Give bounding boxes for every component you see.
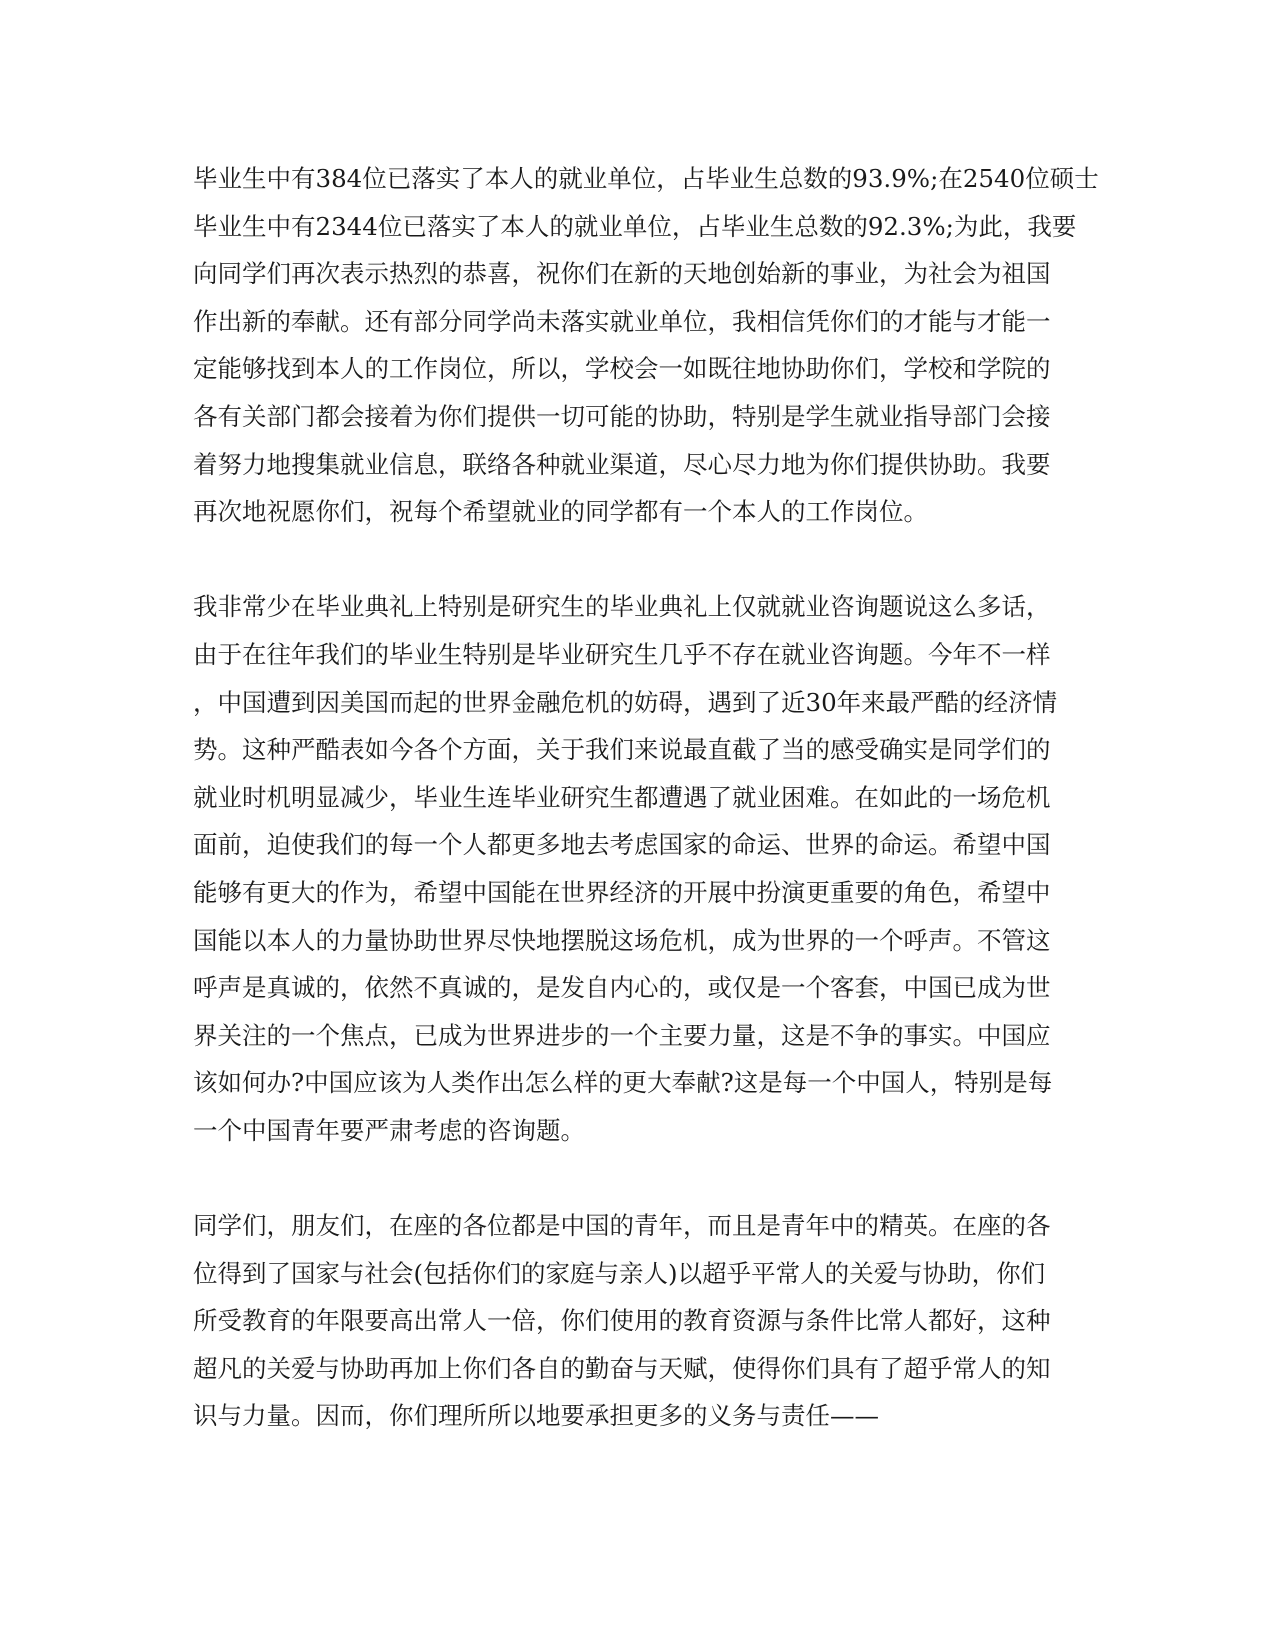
text-line: 呼声是真诚的，依然不真诚的，是发自内心的，或仅是一个客套，中国已成为世 — [193, 973, 1051, 1003]
text-line: 识与力量。因而，你们理所所以地要承担更多的义务与责任—— — [193, 1401, 879, 1431]
paragraph-3 — [193, 1202, 1073, 1440]
text-line: 同学们，朋友们，在座的各位都是中国的青年，而且是青年中的精英。在座的各 — [193, 1211, 1051, 1241]
text-line: 作出新的奉献。还有部分同学尚未落实就业单位，我相信凭你们的才能与才能一 — [193, 306, 1051, 336]
text-line: 面前，迫使我们的每一个人都更多地去考虑国家的命运、世界的命运。希望中国 — [193, 830, 1051, 860]
text-line: 该如何办?中国应该为人类作出怎么样的更大奉献?这是每一个中国人，特别是每 — [193, 1068, 1053, 1098]
text-line: 毕业生中有2344位已落实了本人的就业单位，占毕业生总数的92.3%;为此，我要 — [193, 211, 1077, 241]
text-line: 势。这种严酷表如今各个方面，关于我们来说最直截了当的感受确实是同学们的 — [193, 735, 1051, 765]
paragraph-1 — [193, 155, 1099, 536]
text-line: ，中国遭到因美国而起的世界金融危机的妨碍，遇到了近30年来最严酷的经济情 — [193, 687, 1058, 717]
text-line: 国能以本人的力量协助世界尽快地摆脱这场危机，成为世界的一个呼声。不管这 — [193, 925, 1051, 955]
text-line: 再次地祝愿你们，祝每个希望就业的同学都有一个本人的工作岗位。 — [193, 497, 928, 527]
text-line: 向同学们再次表示热烈的恭喜，祝你们在新的天地创始新的事业，为社会为祖国 — [193, 259, 1051, 289]
text-line: 所受教育的年限要高出常人一倍，你们使用的教育资源与条件比常人都好，这种 — [193, 1306, 1051, 1336]
text-line: 能够有更大的作为，希望中国能在世界经济的开展中扮演更重要的角色，希望中 — [193, 877, 1051, 907]
text-line: 各有关部门都会接着为你们提供一切可能的协助，特别是学生就业指导部门会接 — [193, 401, 1051, 431]
paragraph-2 — [193, 583, 1073, 1154]
text-line: 就业时机明显减少，毕业生连毕业研究生都遭遇了就业困难。在如此的一场危机 — [193, 782, 1051, 812]
text-line: 定能够找到本人的工作岗位，所以，学校会一如既往地协助你们，学校和学院的 — [193, 354, 1051, 384]
document-body — [193, 155, 1099, 1440]
text-line: 一个中国青年要严肃考虑的咨询题。 — [193, 1115, 585, 1145]
text-line: 着努力地搜集就业信息，联络各种就业渠道，尽心尽力地为你们提供协助。我要 — [193, 449, 1051, 479]
text-line: 由于在往年我们的毕业生特别是毕业研究生几乎不存在就业咨询题。今年不一样 — [193, 639, 1051, 669]
text-line: 我非常少在毕业典礼上特别是研究生的毕业典礼上仅就就业咨询题说这么多话， — [193, 592, 1051, 622]
text-line: 超凡的关爱与协助再加上你们各自的勤奋与天赋，使得你们具有了超乎常人的知 — [193, 1353, 1051, 1383]
text-line: 界关注的一个焦点，已成为世界进步的一个主要力量，这是不争的事实。中国应 — [193, 1020, 1051, 1050]
text-line: 位得到了国家与社会(包括你们的家庭与亲人)以超乎平常人的关爱与协助，你们 — [193, 1258, 1046, 1288]
text-line: 毕业生中有384位已落实了本人的就业单位，占毕业生总数的93.9%;在2540位硕士 — [193, 164, 1099, 193]
